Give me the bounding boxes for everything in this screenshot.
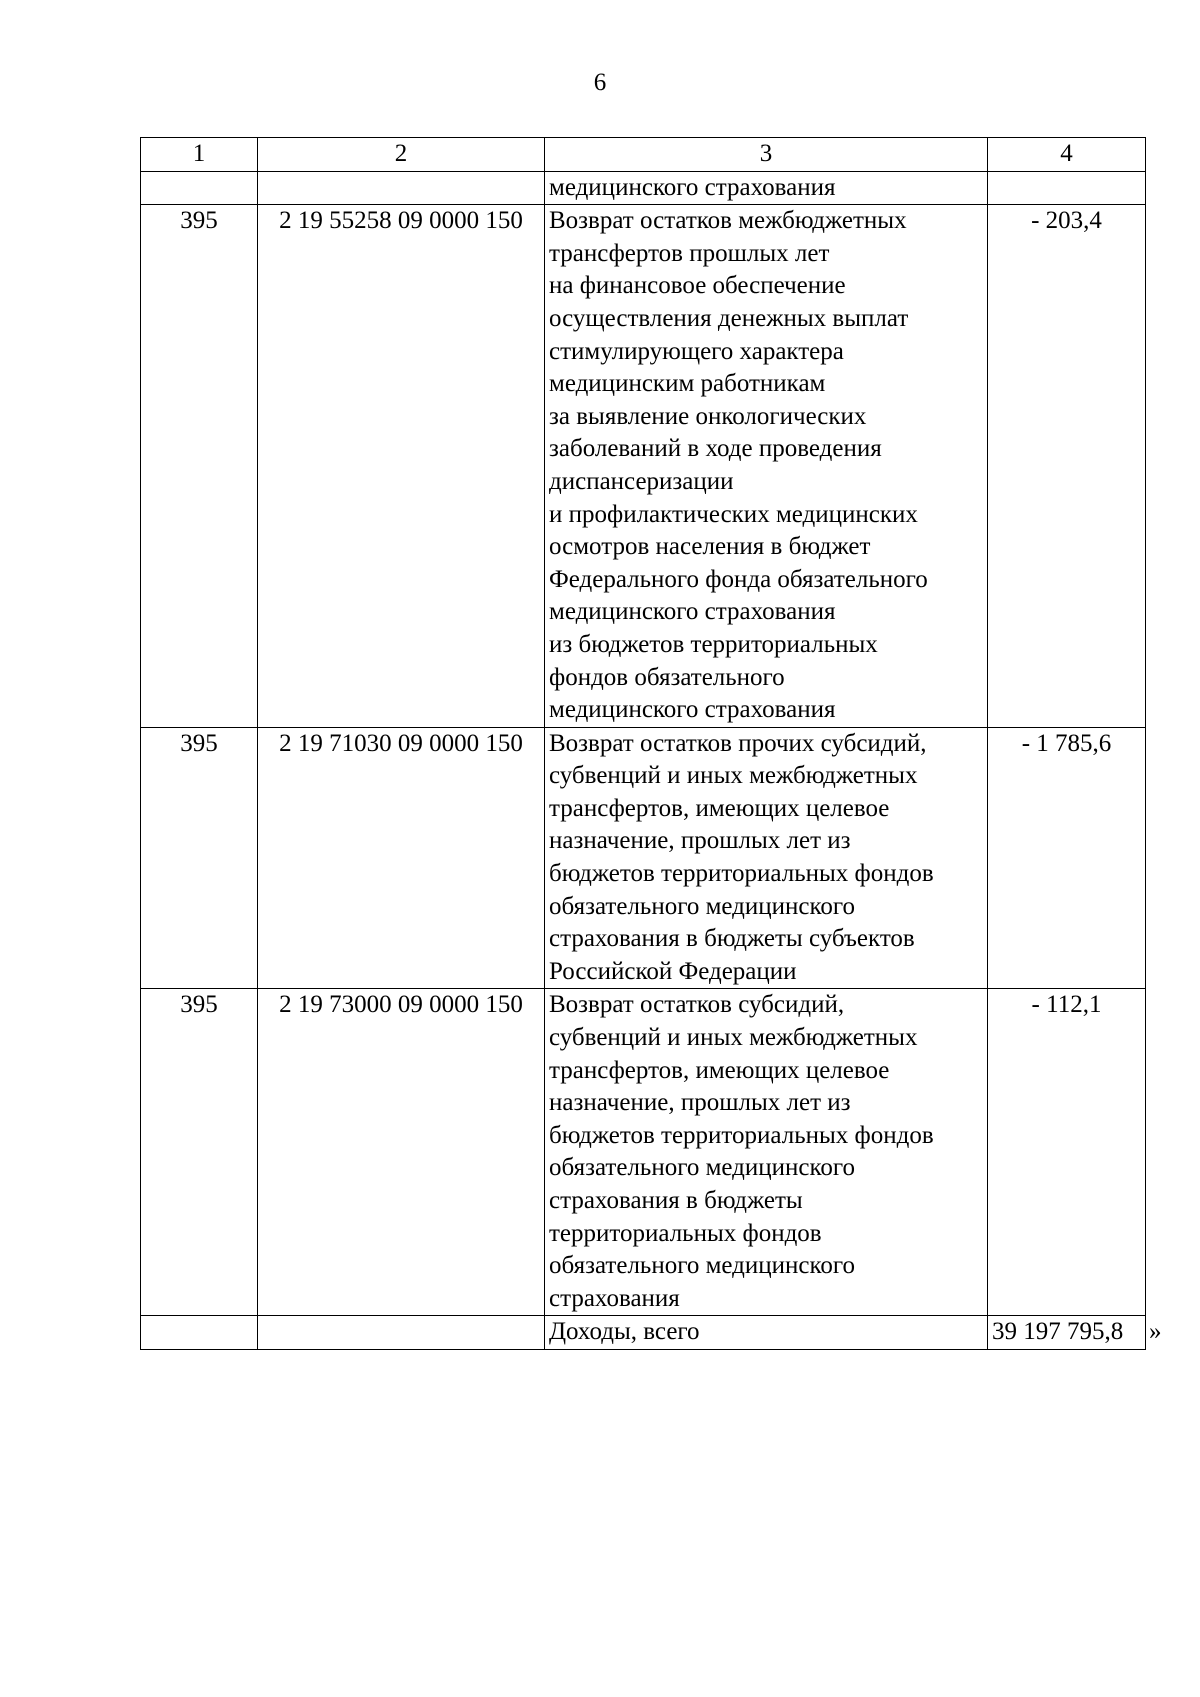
column-header-4: 4 xyxy=(988,138,1146,172)
description-cell: Возврат остатков межбюджетных трансфертов прошлых лет на финансовое обеспечение осуществления денежных выплат стимулирующего характера медицинским работникам за выявление онкологических заболеваний в ходе проведения диспансеризации и профилактических медицинских осмотров населения в бюджет Федерального фонда обязательного медицинского страхования из бюджетов территориальных фондов обязательного медицинского страхования xyxy=(545,205,988,728)
page-number: 6 xyxy=(593,69,607,96)
table-row xyxy=(141,205,1146,728)
total-empty-cell xyxy=(141,1316,258,1350)
column-header-3: 3 xyxy=(545,138,988,172)
table-total-row xyxy=(141,1316,1146,1350)
revenue-table xyxy=(140,137,1162,1350)
table-row xyxy=(141,989,1146,1316)
admin-code-cell: 395 xyxy=(141,205,258,728)
amount-cell: - 112,1 xyxy=(988,989,1146,1316)
description-cell: Возврат остатков субсидий, субвенций и иных межбюджетных трансфертов, имеющих целевое назначение, прошлых лет из бюджетов территориальных фондов обязательного медицинского страхования в бюджеты территориальных фондов обязательного медицинского страхования xyxy=(545,989,988,1316)
budget-code-cell: 2 19 71030 09 0000 150 xyxy=(258,727,545,989)
amount-cell: - 1 785,6 xyxy=(988,727,1146,989)
table-row xyxy=(141,727,1146,989)
column-header-2: 2 xyxy=(258,138,545,172)
budget-code-cell: 2 19 55258 09 0000 150 xyxy=(258,205,545,728)
total-value-cell xyxy=(988,1316,1162,1350)
budget-code-cell: 2 19 73000 09 0000 150 xyxy=(258,989,545,1316)
table-row-continuation xyxy=(141,171,1146,205)
amount-cell xyxy=(988,171,1146,205)
description-cell: медицинского страхования xyxy=(545,171,988,205)
admin-code-cell xyxy=(141,171,258,205)
closing-quote-mark: » xyxy=(1149,1318,1162,1346)
amount-cell: - 203,4 xyxy=(988,205,1146,728)
total-label: Доходы, всего xyxy=(545,1316,988,1350)
total-value: 39 197 795,8 xyxy=(992,1318,1124,1346)
description-cell: Возврат остатков прочих субсидий, субвенций и иных межбюджетных трансфертов, имеющих целевое назначение, прошлых лет из бюджетов территориальных фондов обязательного медицинского страхования в бюджеты субъектов Российской Федерации xyxy=(545,727,988,989)
budget-code-cell xyxy=(258,171,545,205)
admin-code-cell: 395 xyxy=(141,727,258,989)
admin-code-cell: 395 xyxy=(141,989,258,1316)
table-header-row xyxy=(141,138,1146,172)
column-header-1: 1 xyxy=(141,138,258,172)
total-empty-cell xyxy=(258,1316,545,1350)
